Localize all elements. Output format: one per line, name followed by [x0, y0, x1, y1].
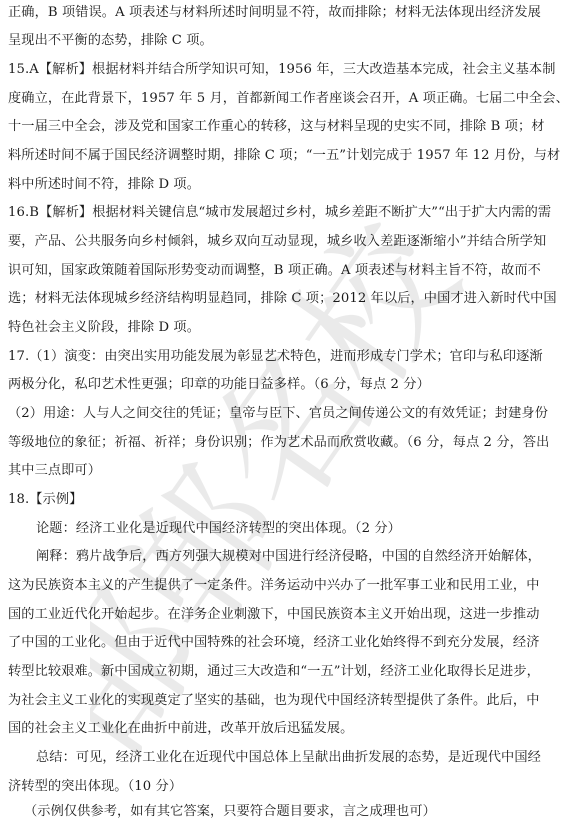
- watermark-text: 邯郸名校: [90, 220, 492, 780]
- text-line: 呈现出不平衡的态势，排除 C 项。: [8, 33, 213, 48]
- text-line: 总结：可见，经济工业化在近现代中国总体上呈献出曲折发展的态势，是近现代中国经: [36, 750, 541, 765]
- text-line: 其中三点即可）: [8, 463, 102, 478]
- text-line: 特色社会主义阶段，排除 D 项。: [8, 320, 200, 335]
- text-line: 这为民族资本主义的产生提供了一定条件。洋务运动中兴办了一批军事工业和民用工业，中: [8, 578, 540, 593]
- text-line: 等级地位的象征；祈福、祈祥；身份识别；作为艺术品而欣赏收藏。（6 分，每点 2 分，答出: [8, 435, 550, 450]
- text-line: 正确，B 项错误。A 项表述与材料所述时间明显不符，故而排除；材料无法体现出经济发展: [8, 5, 541, 20]
- text-line: 为社会主义工业化的实现奠定了坚实的基础，也为现代中国经济转型提供了条件。此后，中: [8, 693, 540, 708]
- text-line: 料所述时间不属于国民经济调整时期，排除 C 项；“一五”计划完成于 1957 年 12 月份，与材: [8, 148, 561, 163]
- text-line: 阐释：鸦片战争后，西方列强大规模对中国进行经济侵略，中国的自然经济开始解体，: [36, 549, 541, 564]
- text-line: 国的工业近代化开始起步。在洋务企业刺激下，中国民族资本主义开始出现，这进一步推动: [8, 607, 540, 622]
- text-line: 转型比较艰难。新中国成立初期，通过三大改造和“一五”计划，经济工业化取得长足进步，: [8, 664, 540, 679]
- text-line: 15.A【解析】根据材料并结合所学知识可知，1956 年，三大改造基本完成，社会主义基本制: [8, 62, 556, 77]
- text-line: 选；材料无法体现城乡经济结构明显趋同，排除 C 项；2012 年以后，中国才进入新时代中国: [8, 291, 557, 306]
- text-line: 了中国的工业化。但由于近代中国特殊的社会环境，经济工业化始终得不到充分发展，经济: [8, 635, 540, 650]
- text-line: 16.B【解析】根据材料关键信息“城市发展超过乡村，城乡差距不断扩大”“出于扩大内需的需: [8, 205, 552, 220]
- text-line: 十一届三中全会，涉及党和国家工作重心的转移，这与材料呈现的史实不同，排除 B 项；材: [8, 119, 545, 134]
- text-line: （示例仅供参考，如有其它答案，只要符合题目要求，言之成理也可）: [24, 804, 436, 819]
- text-line: 济转型的突出体现。（10 分）: [8, 779, 183, 794]
- text-line: 度确立，在此背景下，1957 年 5 月，首都新闻工作者座谈会召开，A 项正确。七届二中全会、: [8, 91, 569, 106]
- text-line: 识可知，国家政策随着国际形势变动而调整，B 项正确。A 项表述与材料主旨不符，故而不: [8, 263, 541, 278]
- text-line: 两极分化，私印艺术性更强；印章的功能日益多样。（6 分，每点 2 分）: [8, 377, 430, 392]
- text-line: 18.【示例】: [8, 492, 83, 507]
- text-line: 国的社会主义工业化在曲折中前进，改革开放后迅猛发展。: [8, 721, 354, 736]
- text-line: 料中所述时间不符，排除 D 项。: [8, 177, 200, 192]
- text-line: 17.（1）演变：由突出实用功能发展为彰显艺术特色，进而形成专门学术；官印与私印逐渐: [8, 349, 543, 364]
- text-line: 要，产品、公共服务向乡村倾斜，城乡双向互动显现，城乡收入差距逐渐缩小”并结合所学知: [8, 234, 547, 249]
- text-line: 论题：经济工业化是近现代中国经济转型的突出体现。（2 分）: [36, 521, 401, 536]
- text-line: （2）用途：人与人之间交往的凭证；皇帝与臣下、官员之间传递公文的有效凭证；封建身份: [8, 406, 548, 421]
